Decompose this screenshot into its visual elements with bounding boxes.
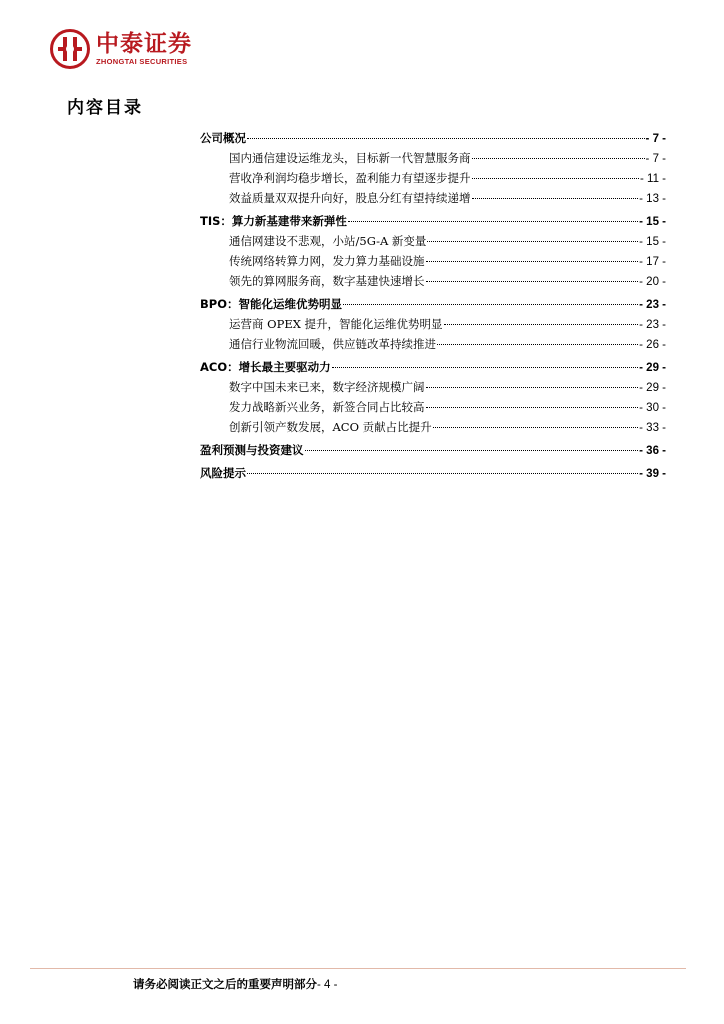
table-of-contents: [200, 130, 666, 488]
toc-section-risk: [200, 465, 666, 485]
toc-subentry-title: 营收净利润均稳步增长，盈利能力有望逐步提升: [229, 171, 471, 185]
toc-subentry[interactable]: [200, 253, 666, 273]
logo-english-name: ZHONGTAI SECURITIES: [96, 57, 188, 66]
leader-dots: [427, 240, 638, 242]
toc-section-bpo: [200, 296, 666, 356]
leader-dots: [472, 177, 640, 179]
page-footer: [133, 976, 337, 992]
toc-subentry-page: - 15 -: [639, 236, 666, 248]
toc-entry-page: - 7 -: [645, 133, 666, 145]
toc-subentry[interactable]: [200, 190, 666, 210]
leader-dots: [426, 406, 639, 408]
toc-entry-title: ACO：增长最主要驱动力: [200, 360, 331, 374]
leader-dots: [348, 220, 638, 222]
toc-entry-title: 公司概况: [200, 131, 246, 145]
toc-entry-title: 盈利预测与投资建议: [200, 443, 304, 457]
toc-subentry-title: 通信行业物流回暖，供应链改革持续推进: [229, 337, 436, 351]
toc-entry[interactable]: [200, 296, 666, 316]
company-logo: [50, 27, 192, 71]
toc-subentry[interactable]: [200, 399, 666, 419]
leader-dots: [247, 472, 638, 474]
zhongtai-logo-icon: [50, 29, 90, 69]
leader-dots: [444, 323, 639, 325]
toc-section-forecast: [200, 442, 666, 462]
toc-subentry-page: - 33 -: [639, 422, 666, 434]
leader-dots: [332, 366, 639, 368]
toc-entry[interactable]: [200, 465, 666, 485]
toc-subentry[interactable]: [200, 316, 666, 336]
leader-dots: [343, 303, 638, 305]
leader-dots: [426, 260, 639, 262]
toc-entry-title: 风险提示: [200, 466, 246, 480]
toc-subentry-page: - 17 -: [639, 256, 666, 268]
toc-entry-page: - 23 -: [639, 299, 666, 311]
footer-divider: [30, 968, 686, 969]
toc-subentry-title: 通信网建设不悲观，小站/5G-A 新变量: [229, 234, 427, 248]
toc-entry-title: TIS：算力新基建带来新弹性: [200, 214, 347, 228]
toc-entry-title: BPO：智能化运维优势明显: [200, 297, 342, 311]
toc-subentry[interactable]: [200, 150, 666, 170]
toc-subentry-page: - 11 -: [640, 173, 666, 185]
toc-section-company-overview: [200, 130, 666, 210]
toc-subentry-page: - 20 -: [639, 276, 666, 288]
leader-dots: [437, 343, 638, 345]
toc-subentry-title: 传统网络转算力网，发力算力基础设施: [229, 254, 425, 268]
leader-dots: [247, 137, 645, 139]
leader-dots: [472, 157, 645, 159]
toc-subentry-page: - 29 -: [639, 382, 666, 394]
toc-subentry[interactable]: [200, 233, 666, 253]
toc-entry[interactable]: [200, 130, 666, 150]
toc-entry[interactable]: [200, 442, 666, 462]
toc-entry-page: - 29 -: [639, 362, 666, 374]
toc-subentry[interactable]: [200, 273, 666, 293]
toc-subentry-page: - 30 -: [639, 402, 666, 414]
toc-subentry-title: 发力战略新兴业务，新签合同占比较高: [229, 400, 425, 414]
leader-dots: [472, 197, 639, 199]
toc-subentry-title: 领先的算网服务商，数字基建快速增长: [229, 274, 425, 288]
logo-chinese-name: 中泰证券: [96, 31, 192, 57]
toc-subentry-title: 效益质量双双提升向好，股息分红有望持续递增: [229, 191, 471, 205]
toc-subentry[interactable]: [200, 336, 666, 356]
footer-disclaimer: 请务必阅读正文之后的重要声明部分: [133, 977, 317, 991]
toc-subentry-title: 国内通信建设运维龙头，目标新一代智慧服务商: [229, 151, 471, 165]
toc-entry-page: - 36 -: [639, 445, 666, 457]
toc-entry-page: - 39 -: [639, 468, 666, 480]
toc-subentry[interactable]: [200, 379, 666, 399]
leader-dots: [305, 449, 639, 451]
toc-entry[interactable]: [200, 359, 666, 379]
toc-subentry-title: 数字中国未来已来，数字经济规模广阔: [229, 380, 425, 394]
leader-dots: [426, 280, 639, 282]
toc-heading: 内容目录: [67, 98, 143, 118]
toc-section-aco: [200, 359, 666, 439]
toc-subentry[interactable]: [200, 419, 666, 439]
toc-subentry-page: - 7 -: [645, 153, 666, 165]
toc-section-tis: [200, 213, 666, 293]
toc-subentry-page: - 23 -: [639, 319, 666, 331]
toc-subentry[interactable]: [200, 170, 666, 190]
toc-subentry-page: - 26 -: [639, 339, 666, 351]
toc-subentry-title: 创新引领产数发展，ACO 贡献占比提升: [229, 420, 432, 434]
toc-subentry-title: 运营商 OPEX 提升，智能化运维优势明显: [229, 317, 443, 331]
toc-entry[interactable]: [200, 213, 666, 233]
leader-dots: [433, 426, 638, 428]
toc-subentry-page: - 13 -: [639, 193, 666, 205]
leader-dots: [426, 386, 639, 388]
footer-page-number: - 4 -: [317, 979, 338, 991]
toc-entry-page: - 15 -: [639, 216, 666, 228]
